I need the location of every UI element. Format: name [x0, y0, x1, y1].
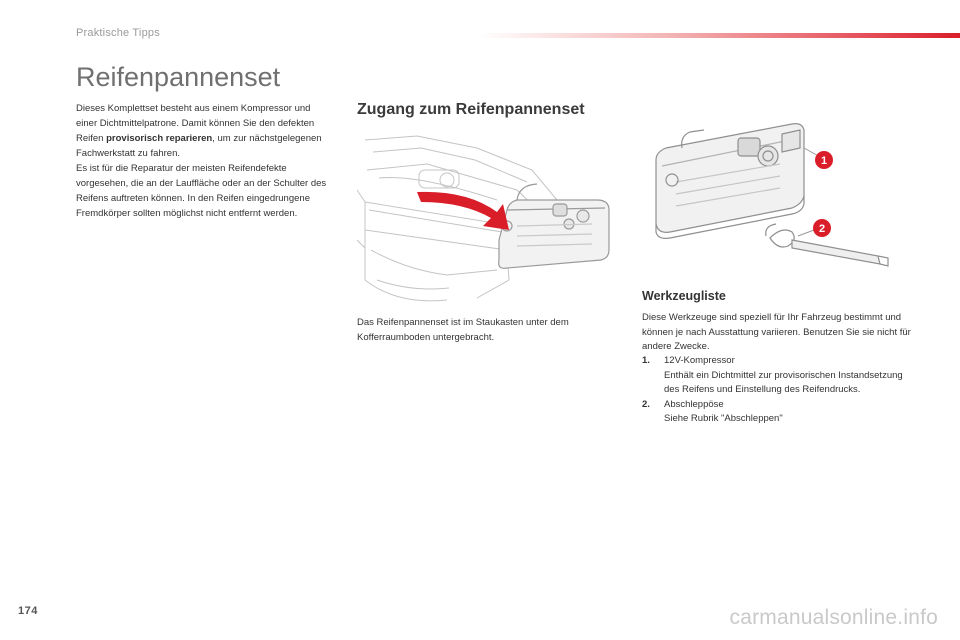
- trunk-illustration: [357, 130, 617, 305]
- header-section-label: Praktische Tipps: [76, 27, 160, 39]
- intro-text-end: , um zur nächstgelegenen Fachwerkstatt zu fahren.: [76, 133, 322, 159]
- tool-number: 1.: [642, 355, 650, 366]
- callout-2-icon: [813, 219, 831, 237]
- access-section-title: Zugang zum Reifenpannenset: [357, 101, 585, 118]
- intro-text-start: Dieses Komplettset besteht aus einem Kompressor und einer Dichtmittelpatrone. Damit können Sie den defekten Reifen: [76, 103, 315, 144]
- intro-text: [76, 101, 332, 221]
- tool-list: [642, 354, 912, 427]
- tool-name: 12V-Kompressor: [664, 355, 735, 366]
- tool-description: Siehe Rubrik "Abschleppen": [664, 413, 783, 425]
- tools-intro: Diese Werkzeuge sind speziell für Ihr Fahrzeug bestimmt und können je nach Ausstattung variieren. Benutzen Sie sie nicht für andere Zwecke.: [642, 312, 911, 353]
- intro-text-bold: provisorisch reparieren: [106, 133, 213, 144]
- tool-body: [664, 398, 783, 427]
- list-item: [642, 398, 912, 427]
- tool-body: [664, 354, 912, 398]
- tool-number: 2.: [642, 398, 650, 410]
- access-caption: Das Reifenpannenset ist im Staukasten unter dem Kofferraumboden untergebracht.: [357, 317, 569, 343]
- callout-1-icon: [815, 151, 833, 169]
- intro-paragraph-2: Es ist für die Reparatur der meisten Reifendefekte vorgesehen, die an der Lauffläche oder an der Schulter des Reifens auftreten können. In den Reifen eingedrungene Fremdkörper sollten möglichst nicht entfernt werden.: [76, 163, 327, 219]
- arrow-icon: [417, 192, 509, 230]
- watermark: carmanualsonline.info: [729, 606, 938, 629]
- page-title: Reifenpannenset: [76, 62, 281, 92]
- tool-description: Enthält ein Dichtmittel zur provisorischen Instandsetzung des Reifens und Einstellung des Reifendrucks.: [664, 369, 903, 396]
- svg-text:2: 2: [818, 223, 826, 235]
- tool-kit-illustration: [642, 108, 904, 278]
- svg-text:1: 1: [820, 155, 828, 167]
- list-item: [642, 354, 912, 398]
- header-accent-bar: [480, 33, 960, 38]
- page-number: 174: [18, 605, 38, 617]
- tool-name: Abschleppöse: [664, 398, 724, 410]
- tools-section-title: Werkzeugliste: [642, 289, 726, 303]
